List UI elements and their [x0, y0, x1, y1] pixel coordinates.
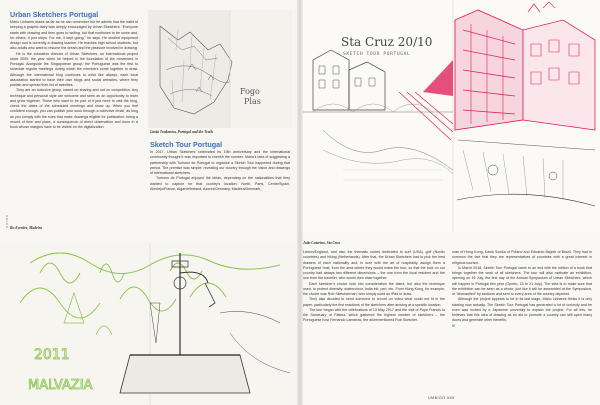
paragraph: man of Hong Kong, Kasia Szolka of Poland and Eduardo Bajzek of Brazil. They had in common the fact that they are representatives of countries with a great interest in religious tourism.: [452, 250, 592, 265]
pencil-sketch-mountains: [148, 10, 292, 128]
paragraph: In March 2018, Sketch Tour Portugal came to an end with the edition of a book that brings together the work of all sketchers. The tour will also motivate an exhibition, opening on 16 July, the first day of the Annual Symposium of Urban Sketchers, which will happen in Portugal this year (Oporto, 18 to 21 July). The idea is to make sure that the exhibition can be seen as a whole, just like it will be assembled at the Symposium, or “dismantled” by sections and sent to every area of the country depicted.: [452, 265, 592, 296]
paragraph: He is the education director of Urban Sketchers, an international project since 2009, the year when he helped in the foundation of the movement in Portugal. Alongside the Singaporean group, the Portuguese was the first to schedule regular meetings during which the members come together to draw. Although the international blog continues to exist like always, each local association started to have their own blogs and social websites, where they publish and spread their list of activities.: [10, 51, 138, 87]
photo-credit-top: Linda Toukonisa, Portugal and the Trails: [150, 130, 214, 134]
sketch-malvazia: [0, 243, 300, 405]
photo-credit-right: João Catarino, Sta Cruz: [303, 241, 340, 245]
page-folio: UMBIGO #65: [428, 396, 455, 400]
section-heading-sketch-tour: Sketch Tour Portugal: [150, 140, 223, 149]
side-folio: nemo: [4, 213, 9, 228]
right-page-column-1: [303, 250, 445, 324]
paragraph: Although the project appears to be in its last stage, Mário Linhares thinks it is only starting now actually. The Sketch Tour Portugal has generated a lot of curiosity and he even was invited by a Japanese university to explain the project. For all this, he believes that this idea of drawing as an aid to promote a country can still open many doors and generate other benefits.: [452, 297, 592, 323]
sketch-santa-cruz: [303, 0, 600, 232]
right-column-text: [150, 150, 290, 192]
spine-gutter: [297, 0, 303, 405]
paragraph: Lisbon/England, and also the thematic routes dedicated to surf (USA), golf (Nordic countries) and hiking (Netherlands). After that, the Urban Sketchers had to pick the best drawers of each nationality and, in tune with the art of hospitality, assign them a Portuguese host, from the area where they would make the tour, so that the look on our country had always two different dimensions – the one from the local resident and the one from the traveller, who would then draw together.: [303, 250, 445, 281]
sketch-text-2011: 2011: [34, 347, 70, 363]
sketch-subtitle: SKETCH TOUR PORTUGAL: [343, 52, 411, 57]
photo-credit-bottom: Ra Eyerdez, Madeira: [10, 226, 43, 230]
end-mark: ///: [452, 323, 455, 328]
sketch-text-malvazia: MALVAZIA: [28, 378, 93, 393]
right-page-column-2: [452, 250, 592, 329]
paragraph: They also decided to send someone to record on video what could not fit in the paper, particularly the first reactions of the sketchers after arriving at a specific location.: [303, 297, 445, 307]
paragraph: Each sketcher's choice took into consideration the talent, but also the technique used, to protect diversity: watercolour, India ink, pen, etc. From Hong Kong, for example, the choice was Rob Sketcherman, who simply used an iPad to draw.: [303, 281, 445, 296]
section-heading-urban-sketchers: Urban Sketchers Portugal: [10, 10, 99, 19]
paragraph: Turismo de Portugal enjoyed the ideas, depending on the nationalities that they wanted to capture for that country's location: North, Paris, Center/Spain, Alentejo/France, Algarve/Ireland, Azores/Germany, Madeira/Denmark,: [150, 176, 290, 191]
paragraph: They are an inclusive group, based on sharing and not on competition. Any technique and personal style are welcome and seen as an opportunity to learn and grow together. Those who want to be part of it just need to visit the blog, check the dates of the scheduled meetings and show up. When you feel confident enough, you can publish your work through a collective email, as long as you comply with the rules that make drawings eligible for publication: being a record of time and place, a consequence of direct observation and done in a book whose margins have to be visible on the digitalization.: [10, 88, 138, 129]
left-column-text: [10, 20, 138, 130]
sketch-title: Sta Cruz 20/10: [341, 35, 433, 49]
paragraph: In 2017, Urban Sketchers celebrated its 10th anniversary and the international community thought it was important to cherish the number. Mário's idea of suggesting a partnership with Turismo de Portugal to organise a Sketch Tour happened during that period. The premise was simple: revealing our country through the vision and drawings of international sketchers.: [150, 150, 290, 175]
paragraph: Mário Linhares draws as far as he can remember but he admits that the habit of keeping a graphic diary was deeply encouraged by Urban Sketchers. “Everyone starts with drawing and then goes to writing, but that continues to be some and, for others, it just stops. For me, it kept going,” he says. He studied equipment design and is currently a drawing teacher. He teaches high school students, but also adults who want to resume the dream and the pleasure involved in drawing.: [10, 20, 138, 51]
sketch-label-plas: Plas: [244, 97, 261, 106]
sketch-label-fogo: Fogo: [240, 87, 260, 96]
paragraph: The tour began with the celebrations of 13 May 2017 and the visit of Pope Francis to the Sanctuary of Fátima, which gathered the highest number of sketchers – the Portuguese host Fernando Lameiras, the aforementioned Rob Sketcher-: [303, 307, 445, 323]
